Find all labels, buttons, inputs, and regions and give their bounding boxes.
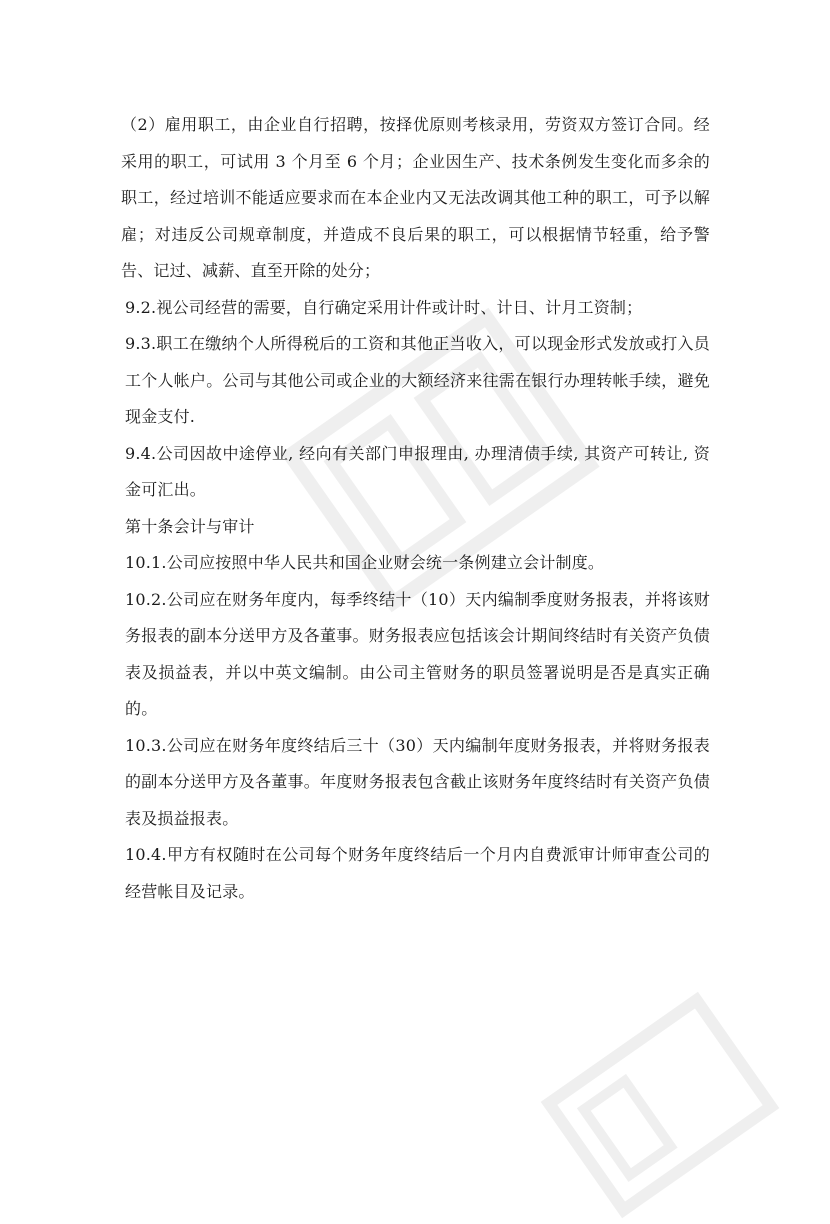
paragraph-10-2: 10.2.公司应在财务年度内，每季终结十（10）天内编制季度财务报表，并将该财务报表的副本分送甲方及各董事。财务报表应包括该会计期间终结时有关资产负债表及损益表，并以中英文编制。由公司主管财务的职员签署说明是否是真实正确的。 xyxy=(125,589,710,718)
section-heading-article-10: 第十条会计与审计 xyxy=(125,516,255,536)
paragraph-hiring: （2）雇用职工，由企业自行招聘，按择优原则考核录用，劳资双方签订合同。经采用的职工，可试用 3 个月至 6 个月；企业因生产、技术条例发生变化而多余的职工，经过培训不能适应要求而在本企业内又无法改调其他工种的职工，可予以解雇；对违反公司规章制度，并造成不良后果的职工，可以根据情节轻重，给予警告、记过、减薪、直至开除的处分； xyxy=(121,115,710,280)
paragraph-10-1: 10.1.公司应按照中华人民共和国企业财会统一条例建立会计制度。 xyxy=(125,553,605,572)
paragraph-9-2: 9.2.视公司经营的需要，自行确定采用计件或计时、计日、计月工资制； xyxy=(125,297,643,317)
paragraph-10-4: 10.4.甲方有权随时在公司每个财务年度终结后一个月内自费派审计师审查公司的经营帐目及记录。 xyxy=(125,845,710,901)
watermark-stamp-icon-2 xyxy=(535,986,785,1224)
document-body xyxy=(121,107,710,910)
paragraph-9-3: 9.3.职工在缴纳个人所得税后的工资和其他正当收入，可以现金形式发放或打入员工个人帐户。公司与其他公司或企业的大额经济来往需在银行办理转帐手续，避免现金支付. xyxy=(125,334,710,426)
paragraph-9-4: 9.4.公司因故中途停业, 经向有关部门申报理由, 办理清债手续, 其资产可转让, 资金可汇出。 xyxy=(125,443,710,499)
paragraph-10-3: 10.3.公司应在财务年度终结后三十（30）天内编制年度财务报表，并将财务报表的副本分送甲方及各董事。年度财务报表包含截止该财务年度终结时有关资产负债表及损益报表。 xyxy=(125,735,710,828)
